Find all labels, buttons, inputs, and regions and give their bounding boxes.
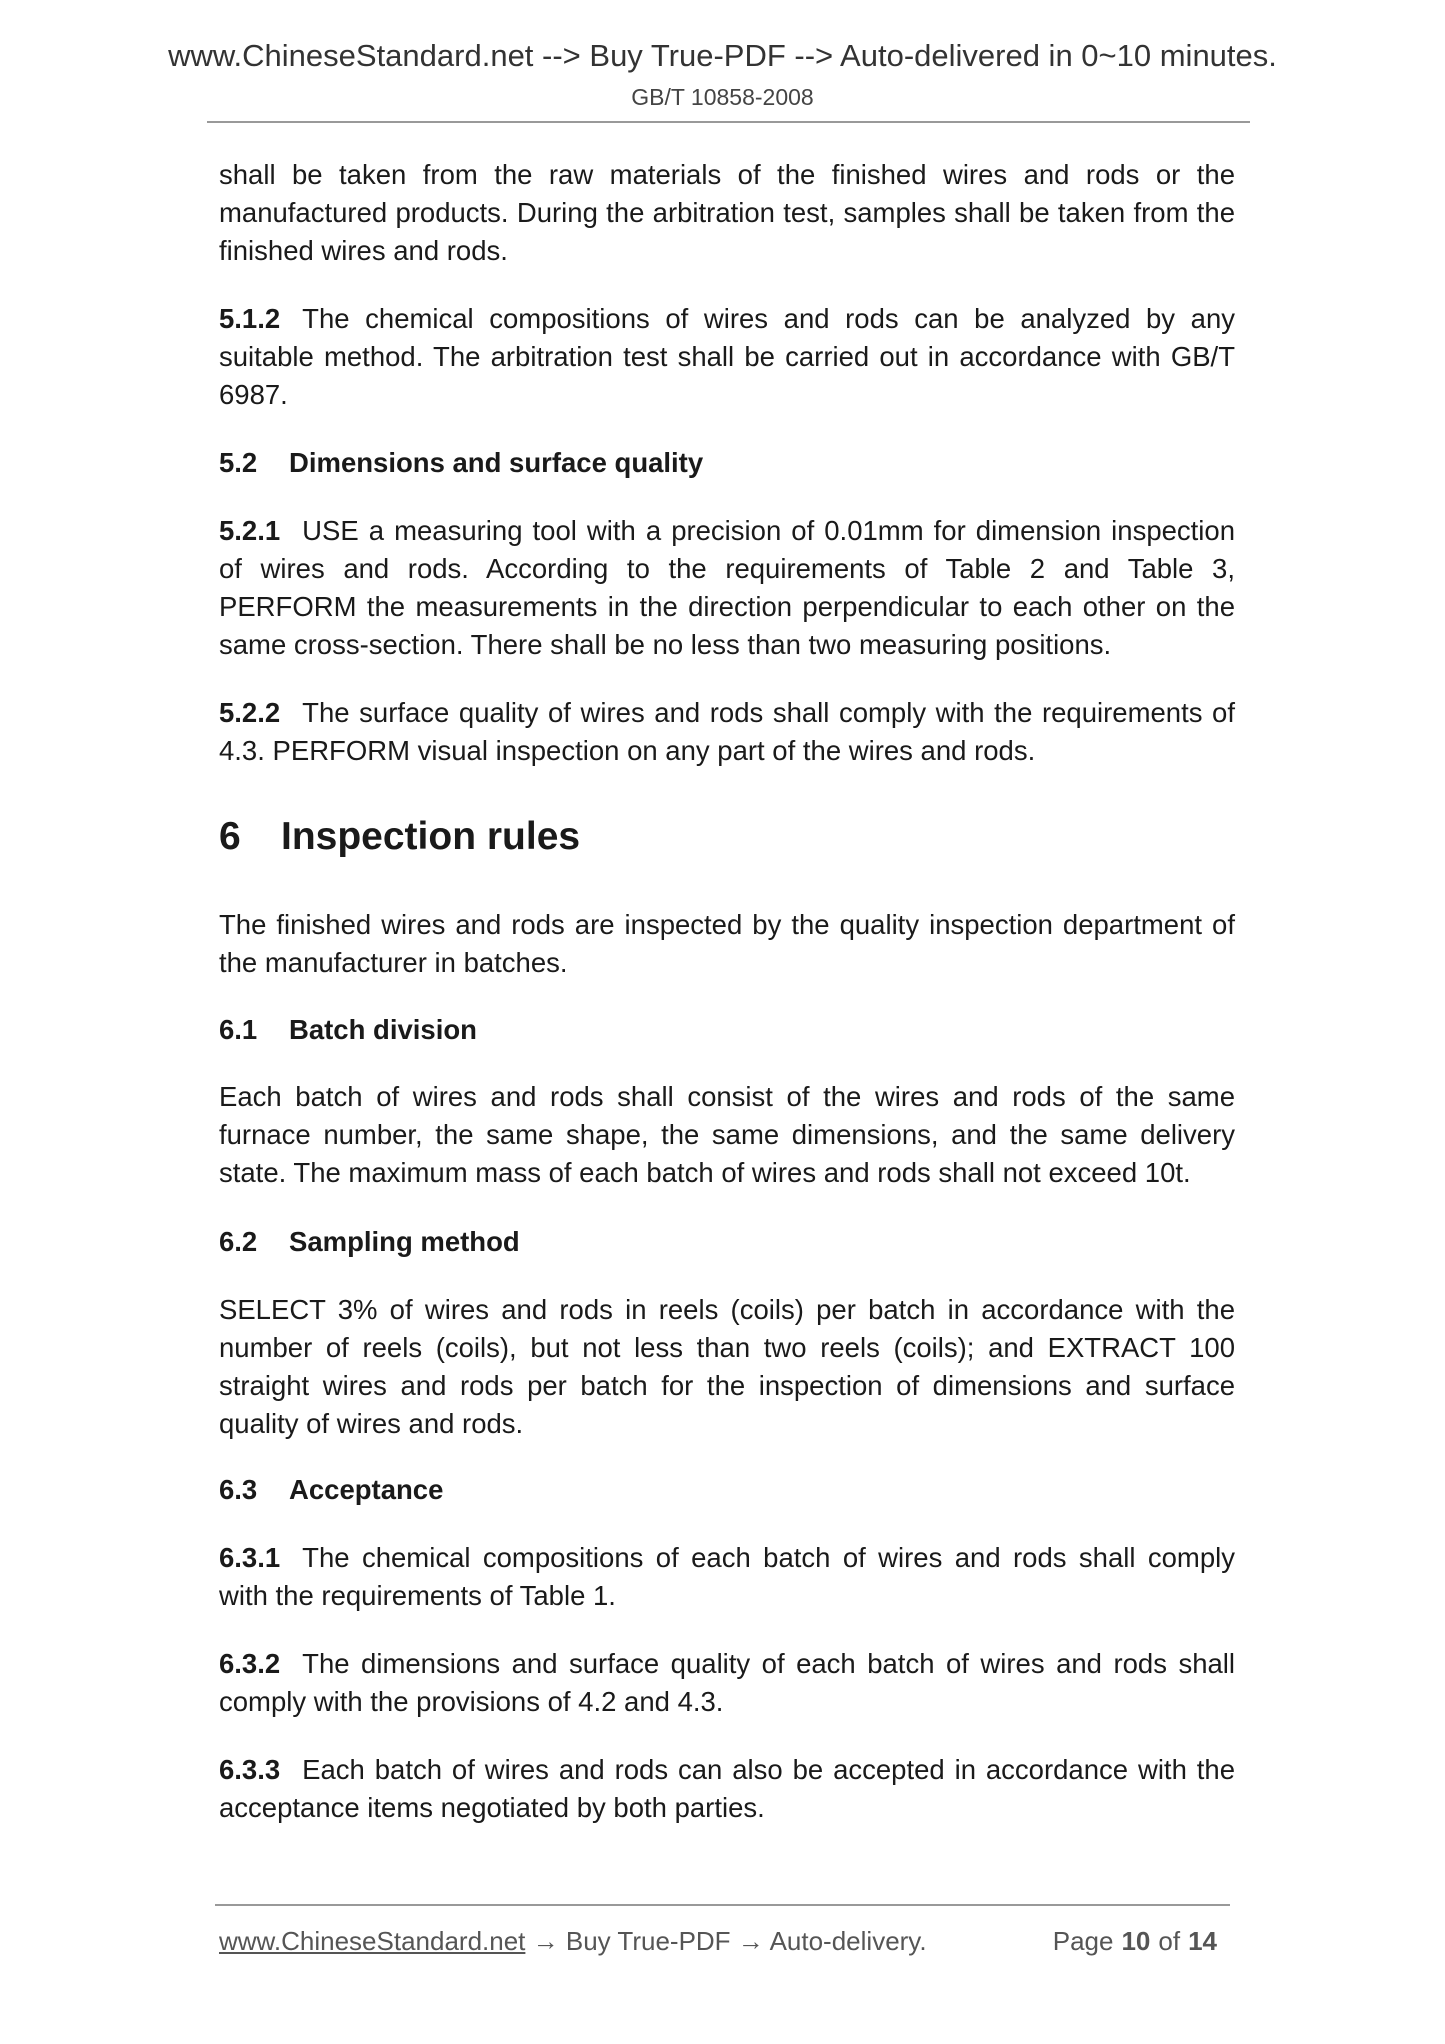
paragraph: Each batch of wires and rods shall consist of the wires and rods of the same furnace number, the same shape, the same dimensions, and the same delivery state. The maximum mass of each batch of wires and rods shall not exceed 10t. — [219, 1081, 1235, 1188]
heading-6-1 — [219, 1011, 477, 1049]
heading-number: 6.3 — [219, 1474, 258, 1505]
heading-text: Batch division — [289, 1014, 477, 1045]
heading-6 — [219, 812, 580, 862]
clause-number: 5.1.2 — [219, 303, 281, 334]
heading-number: 6 — [219, 815, 241, 858]
page-total: 14 — [1188, 1926, 1217, 1956]
clause-number: 6.3.2 — [219, 1648, 281, 1679]
clause-5-2-2 — [219, 694, 1235, 770]
paragraph: SELECT 3% of wires and rods in reels (coils) per batch in accordance with the number of reels (coils), but not less than two reels (coils); and EXTRACT 100 straight wires and rods per batch for the inspection of dimensions and surface quality of wires and rods. — [219, 1294, 1235, 1439]
paragraph: shall be taken from the raw materials of the finished wires and rods or the manufactured products. During the arbitration test, samples shall be taken from the finished wires and rods. — [219, 159, 1235, 266]
clause-text: The chemical compositions of each batch of wires and rods shall comply with the requirements of Table 1. — [219, 1542, 1235, 1611]
heading-text: Acceptance — [289, 1474, 444, 1505]
heading-6-2 — [219, 1223, 520, 1261]
clause-text: The dimensions and surface quality of each batch of wires and rods shall comply with the provisions of 4.2 and 4.3. — [219, 1648, 1235, 1717]
clause-5-1-2 — [219, 300, 1235, 414]
document-code: GB/T 10858-2008 — [631, 84, 814, 110]
footer-divider — [215, 1904, 1230, 1906]
header-divider — [207, 121, 1250, 123]
clause-text: The chemical compositions of wires and rods can be analyzed by any suitable method. The arbitration test shall be carried out in accordance with GB/T 6987. — [219, 303, 1235, 410]
footer-link[interactable]: www.ChineseStandard.net — [219, 1926, 526, 1956]
clause-text: Each batch of wires and rods can also be accepted in accordance with the acceptance items negotiated by both parties. — [219, 1754, 1235, 1823]
clause-number: 6.3.3 — [219, 1754, 281, 1785]
heading-text: Dimensions and surface quality — [289, 447, 704, 478]
clause-text: The surface quality of wires and rods shall comply with the requirements of 4.3. PERFORM visual inspection on any part of the wires and rods. — [219, 697, 1235, 766]
heading-number: 6.2 — [219, 1226, 258, 1257]
clause-6-3-2 — [219, 1645, 1235, 1721]
heading-number: 5.2 — [219, 447, 258, 478]
clause-number: 6.3.1 — [219, 1542, 281, 1573]
heading-6-3 — [219, 1471, 443, 1509]
clause-6-3-3 — [219, 1751, 1235, 1827]
clause-text: USE a measuring tool with a precision of 0.01mm for dimension inspection of wires and rods. According to the requirements of Table 2 and Table 3, PERFORM the measurements in the direction perpendicular to each other on the same cross-section. There shall be no less than two measuring positions. — [219, 515, 1235, 660]
page-label: Page — [1052, 1926, 1114, 1956]
clause-5-2-1 — [219, 512, 1235, 664]
heading-5-2 — [219, 444, 703, 482]
paragraph: The finished wires and rods are inspected by the quality inspection department of the manufacturer in batches. — [219, 909, 1235, 978]
heading-number: 6.1 — [219, 1014, 258, 1045]
footer-text — [219, 1923, 927, 1959]
footer-tagline: → Buy True-PDF → Auto-delivery. — [525, 1926, 927, 1956]
heading-text: Inspection rules — [281, 815, 581, 858]
clause-6-3-1 — [219, 1539, 1235, 1615]
clause-number: 5.2.2 — [219, 697, 281, 728]
page-number: 10 — [1121, 1926, 1151, 1956]
of-label: of — [1158, 1926, 1181, 1956]
header-banner: www.ChineseStandard.net --> Buy True-PDF --> Auto-delivered in 0~10 minutes. — [168, 38, 1277, 73]
clause-number: 5.2.1 — [219, 515, 281, 546]
heading-text: Sampling method — [289, 1226, 520, 1257]
page-indicator — [1053, 1923, 1225, 1959]
